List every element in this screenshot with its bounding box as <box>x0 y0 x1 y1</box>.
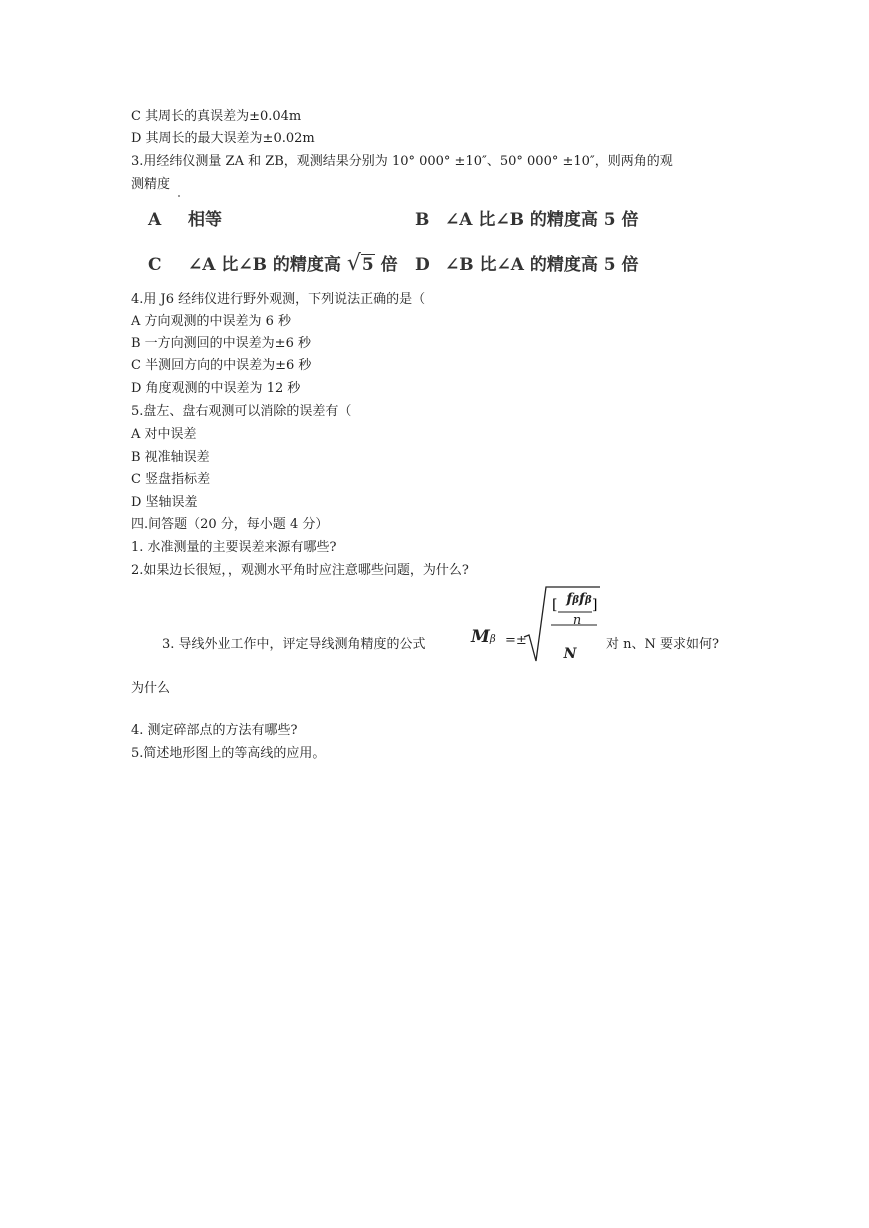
q3-option-d <box>415 250 639 275</box>
formula-f2: f <box>579 591 586 607</box>
q3-option-c-text: ∠A 比∠B 的精度高 <box>188 255 341 275</box>
formula-left-bracket: [ <box>552 597 558 613</box>
option-d-perimeter: D 其周长的最大误差为±0.02m <box>131 131 315 146</box>
option-c-perimeter: C 其周长的真误差为±0.04m <box>131 109 302 124</box>
q3-option-c-tail: 倍 <box>380 255 398 275</box>
formula-right-bracket: ] <box>592 597 598 613</box>
q3-option-d-text: ∠B 比∠A 的精度高 5 倍 <box>445 255 639 275</box>
formula-m: M <box>471 627 490 647</box>
q3-option-d-letter: D <box>415 255 430 275</box>
q3-option-a-text: 相等 <box>188 210 222 230</box>
question-3-line1: 3.用经纬仪测量 ZA 和 ZB，观测结果分别为 10° 000° ±10″、50° 000° ±10″，则两角的观 <box>131 154 673 169</box>
question-3-line2: 测精度 <box>131 177 171 192</box>
formula-f1-sub: β <box>572 595 579 606</box>
short-question-3-continuation: 为什么 <box>131 681 171 696</box>
q3-option-a <box>148 205 222 230</box>
q5-option-d: D 坚轴误羞 <box>131 495 198 510</box>
formula-big-n: N <box>563 646 577 662</box>
q3-option-c-root: 5 <box>361 255 374 275</box>
q4-option-a: A 方向观测的中误差为 6 秒 <box>131 314 292 329</box>
q3-option-b-text: ∠A 比∠B 的精度高 5 倍 <box>445 210 639 230</box>
formula-equals: =± <box>505 633 527 648</box>
section-4-heading: 四.间答题（20 分，每小题 4 分） <box>131 517 329 532</box>
q5-option-a: A 对中误差 <box>131 427 197 442</box>
short-question-4: 4. 测定碎部点的方法有哪些? <box>131 723 298 738</box>
q3-option-a-letter: A <box>148 210 162 230</box>
formula-f2-sub: β <box>585 595 592 606</box>
q4-option-d: D 角度观测的中误差为 12 秒 <box>131 381 301 396</box>
short-question-2: 2.如果边长很短，，观测水平角时应注意哪些问题，为什么? <box>131 563 469 578</box>
formula-m-sub: β <box>489 634 496 645</box>
q3-option-b-letter: B <box>415 210 430 230</box>
q4-option-c: C 半测回方向的中误差为±6 秒 <box>131 358 312 373</box>
formula-n: n <box>572 613 582 628</box>
short-question-5: 5.简述地形图上的等高线的应用。 <box>131 746 326 761</box>
question-4: 4.用 J6 经纬仪进行野外观测，下列说法正确的是（ <box>131 292 426 307</box>
short-question-3-suffix: 对 n、N 要求如何? <box>606 637 719 652</box>
question-5: 5.盘左、盘右观测可以消除的误差有（ <box>131 404 352 419</box>
q3-option-b <box>415 205 639 230</box>
sqrt-icon: √ <box>346 251 361 276</box>
formula-f1: f <box>566 591 573 607</box>
q3-option-c-letter: C <box>148 255 162 275</box>
formula-numerator <box>560 591 598 607</box>
short-question-3-formula <box>162 585 762 665</box>
q3-option-c <box>148 250 398 276</box>
short-question-3-prefix: 3. 导线外业工作中，评定导线测角精度的公式 <box>162 637 426 652</box>
q4-option-b: B 一方向测回的中误差为±6 秒 <box>131 336 311 351</box>
stray-mark <box>178 195 180 197</box>
formula-m-beta <box>471 627 496 647</box>
short-question-1: 1. 水准测量的主要误差来源有哪些? <box>131 540 337 555</box>
q5-option-b: B 视准轴误差 <box>131 450 210 465</box>
q5-option-c: C 竖盘指标差 <box>131 472 211 487</box>
